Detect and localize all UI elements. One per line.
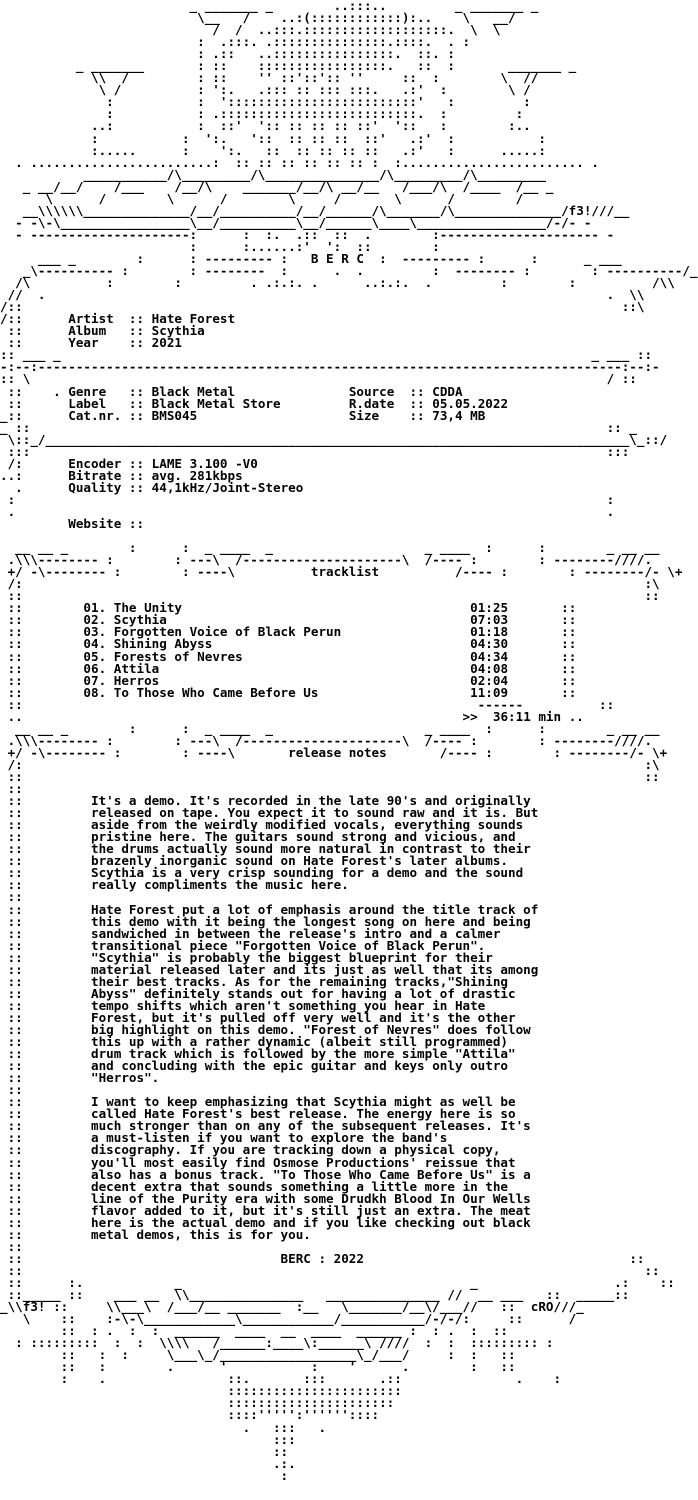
ascii-art-text: : :......:' ': :: : [0, 238, 440, 254]
release-notes-text: transitional piece "Forgotten Voice of Black Perun". [91, 937, 486, 953]
year-label: Year :: [68, 335, 145, 351]
release-notes-text: released on tape. You expect it to sound raw and it is. But [91, 805, 539, 821]
size-value: 73,4 MB [432, 407, 486, 423]
track-number: 07. [83, 672, 107, 688]
frame-glyphs: :: [0, 1166, 91, 1182]
track-title: Scythia [113, 612, 471, 628]
release-notes-text: also has a bonus track. "To Those Who Came Before Us" is a [91, 1166, 531, 1182]
track-number: 02. [83, 612, 107, 628]
release-notes-text: brazenly inorganic sound on Hate Forest's later albums. [91, 853, 509, 869]
frame-glyphs: :: [0, 696, 478, 712]
release-notes-text: really compliments the music here. [91, 877, 349, 893]
encoder-label: Encoder :: [68, 455, 145, 471]
track-number: 03. [83, 624, 107, 640]
ascii-art-text: -:--:-----------------------------------------------------------------------------:--:- [0, 359, 660, 375]
frame-glyphs [0, 516, 68, 531]
frame-glyphs: :: [0, 937, 91, 953]
release-notes-line [0, 1072, 640, 1084]
ascii-art-text: :..... : ':. :: :: :: :: :: .:' : .....: [0, 142, 546, 158]
frame-glyphs: :: [0, 600, 84, 616]
release-notes-text: Forest, but it's pulled off very well and it's the other [91, 1009, 516, 1025]
release-notes-text: you'll most easily find Osmose Productions' reissue that [91, 1154, 516, 1170]
frame-glyphs: :: [508, 672, 577, 688]
ascii-art-text: // . . \\ [0, 287, 645, 303]
ascii-art-text: :: : . : : ______ ____ __ ____ ______ : : . : :: [0, 1323, 508, 1339]
bitrate-value: avg. 281kbps [151, 467, 243, 483]
frame-glyphs: :: [0, 1202, 91, 1218]
frame-glyphs: .. [0, 708, 463, 724]
frame-glyphs: :: [0, 853, 91, 869]
ascii-art-text: . ::: . [0, 1419, 327, 1435]
ascii-art-text: : .:: ..::::::::::::::::. ::. : [0, 46, 455, 62]
ascii-art-text: \ / \ / \ / \ / / [0, 190, 524, 206]
frame-glyphs: :: [0, 672, 84, 688]
ascii-art-text: : : .::::::::::::::::::::::::::. : : [0, 106, 524, 122]
track-length: 11:09 [470, 684, 509, 700]
frame-glyphs: :: [0, 973, 91, 989]
release-notes-text: sandwiched in between the release's intro and a calmer [91, 925, 501, 941]
release-notes-text: line of the Purity era with some Drudkh Blood In Our Wells [91, 1190, 531, 1206]
label-value: Black Metal Store [151, 395, 349, 411]
frame-glyphs: :: [0, 913, 91, 929]
quality-value: 44,1kHz/Joint-Stereo [151, 479, 304, 495]
frame-glyphs: +/ -\-------- : : ----\ [0, 564, 311, 580]
release-notes-text: this demo with it being the longest song on here and being [91, 913, 531, 929]
track-title: Forests of Nevres [113, 648, 471, 664]
release-notes-text: called Hate Forest's best release. The energy here is so [91, 1106, 516, 1122]
frame-glyphs: :: [0, 961, 91, 977]
ascii-art-text: / / ..:::.:::::::::::::::::::. \ \ [0, 22, 501, 38]
release-notes-text: pristine here. The guitars sound strong and vicious, and [91, 829, 516, 845]
frame-glyphs: :: [0, 1070, 91, 1086]
frame-glyphs: :: . [0, 383, 69, 399]
catnr-value: BMS045 [151, 407, 349, 423]
source-label: Source :: [348, 383, 425, 399]
frame-glyphs: :: [0, 1178, 91, 1194]
ascii-art-text: _ __/__/ /___ /__/\ _______/__/\ __/__ /___/\ /____ /__ _ [0, 178, 554, 194]
ascii-art-text: ::: [0, 1431, 296, 1447]
ascii-art-text: ::_____ :: ___ __ \\_______________ _______________ // __ ___ :: _____:: [0, 1287, 630, 1303]
frame-glyphs: :: [0, 877, 91, 893]
ascii-art-text: :: : . ' : ' . : :: [0, 1359, 516, 1375]
ascii-art-text: . ........................: :: :: :: :: :: :: : :........................ . [0, 154, 599, 170]
frame-glyphs: :: [0, 1009, 91, 1025]
ascii-art-text: \::_/_____________________________________________________________________________\_::/ [0, 431, 668, 447]
total-rule-text: ------ [477, 696, 524, 712]
frame-glyphs: :: [0, 1154, 91, 1170]
ascii-art-text: ___ _ : : --------- : B E R C : --------- : : _ ___ [0, 250, 622, 266]
frame-glyphs: :: [523, 696, 615, 712]
release-notes-line [0, 1226, 640, 1242]
website-label: Website :: [68, 516, 145, 532]
size-label: Size :: [348, 407, 425, 423]
release-notes-text: Abyss" definitely stands out for having a lot of drastic [91, 985, 516, 1001]
release-notes-title: release notes [288, 744, 387, 760]
release-notes-text: flavor added to it, but it's still just an extra. The meat [91, 1202, 531, 1218]
track-length: 04:08 [470, 660, 509, 676]
frame-glyphs: :: [0, 925, 91, 941]
track-length: 02:04 [470, 672, 509, 688]
frame-glyphs: /---- : : --------/- \+ [386, 744, 668, 760]
frame-glyphs: :: [508, 612, 577, 628]
release-notes-text: their best tracks. As for the remaining tracks,"Shining [91, 973, 509, 989]
ascii-art-text: ..: : ::' ':: :: :: :: ::' ':: : :.. [0, 118, 531, 134]
frame-glyphs: :: [0, 624, 84, 640]
track-title: Forgotten Voice of Black Perun [113, 624, 471, 640]
release-notes-text: Scythia is a very crisp sounding for a demo and the sound [91, 865, 524, 881]
track-number: 05. [83, 648, 107, 664]
frame-glyphs: :: [0, 1190, 91, 1206]
ascii-art-text: \ / : ':. .::: :: ::: :::. .:' : \ / [0, 82, 531, 98]
release-notes-text: material released later and its just as well that its among [91, 961, 539, 977]
ascii-art-text: \\ / : :: '' ::'::':: '' :: : \ // [0, 70, 539, 86]
notes-frame-line [0, 769, 660, 784]
release-notes-text: decent extra that sounds something a little more in the [91, 1178, 509, 1194]
frame-glyphs: :: [363, 1250, 645, 1266]
track-title: Herros [113, 672, 471, 688]
ascii-art-text: :: [0, 1443, 289, 1459]
ascii-art-text: : : [0, 491, 615, 507]
track-title: To Those Who Came Before Us [113, 684, 471, 700]
release-notes-text: the drums actually sound more natural in contrast to their [91, 841, 531, 857]
track-title: Shining Abyss [113, 636, 471, 652]
ascii-art-text: /:: ::\ [0, 299, 645, 315]
ascii-art-text: :: ___ _ _ ___ :: [0, 347, 653, 363]
ascii-art-text: : : ':::::::::::::::::::::::::' : : [0, 94, 531, 110]
release-notes-line [0, 879, 640, 891]
release-notes-text: tempo shifts which aren't something you hear in Hate [91, 997, 486, 1013]
encoder-value: LAME 3.100 -V0 [151, 455, 258, 471]
frame-glyphs: /---- : : --------/- \+ [379, 564, 683, 580]
frame-glyphs: :: [508, 684, 577, 700]
track-length: 01:18 [470, 624, 509, 640]
frame-glyphs: :: [0, 985, 91, 1001]
frame-glyphs: :: [0, 841, 91, 857]
track-title: Attila [113, 660, 471, 676]
ascii-art-text: :: : : \___\_/__________________\_/___/ : : :: [0, 1347, 516, 1363]
frame-glyphs: :: [0, 781, 23, 797]
info-website [0, 518, 640, 530]
frame-glyphs: :: [0, 1094, 91, 1110]
frame-glyphs: .. [561, 708, 584, 724]
year-value: 2021 [151, 335, 183, 351]
album-label: Album :: [68, 323, 145, 339]
ascii-art-text: /: :\ [0, 756, 660, 772]
track-number: 01. [83, 600, 107, 616]
frame-glyphs: :: [0, 323, 69, 339]
frame-glyphs: :: [0, 1130, 91, 1146]
frame-glyphs: :: [0, 612, 84, 628]
frame-glyphs: :: [0, 1250, 281, 1266]
release-notes-text: a must-listen if you want to explore the band's [91, 1130, 448, 1146]
frame-glyphs: :: [0, 395, 69, 411]
ascii-art-text: : . ::. ::: .:: . : [0, 1371, 562, 1387]
track-number: 04. [83, 636, 107, 652]
track-length: 04:30 [470, 636, 509, 652]
release-notes-text: "Herros". [91, 1070, 160, 1086]
frame-glyphs: :: [508, 624, 577, 640]
ascii-art-text: . . [0, 503, 615, 519]
ascii-art-text: - ---------------------: : :. .:: :: . :--------------------- - [0, 226, 615, 242]
artist-value: Hate Forest [151, 311, 236, 327]
track-number: 06. [83, 660, 107, 676]
total-length: 36:11 min [492, 708, 562, 724]
frame-glyphs: _:: [0, 407, 69, 423]
quality-label: Quality :: [68, 479, 145, 495]
ascii-art-text: __ __ _ : : _ ____ _ _ ____ : : _ __ __ [0, 540, 660, 556]
frame-glyphs: :: [0, 1106, 91, 1122]
ascii-art-text: \__ / ..:(::::::::::::):.. \ __/ [0, 10, 516, 26]
frame-glyphs: /:: [0, 311, 69, 327]
ascii-art-text: :: \ / :: [0, 371, 637, 387]
ascii-art-text: ::: ::: [0, 443, 630, 459]
release-notes-text: aside from the weirdly modified vocals, everything sounds [91, 817, 524, 833]
release-notes-text: here is the actual demo and if you like checking out black [91, 1214, 531, 1230]
ascii-art-text: :: :. _ _ .: :: [0, 1274, 675, 1290]
ascii-art-text: _ :: :: _ [0, 419, 637, 435]
ascii-art-text: : : ':. ':: :: :: :: ::' .:' : : [0, 130, 546, 146]
total-prefix: >> [462, 708, 478, 724]
frame-glyphs: :: [0, 1021, 91, 1037]
ascii-art-text: :: :: [0, 1262, 660, 1278]
track-length: 07:03 [470, 612, 509, 628]
track-length: 04:34 [470, 648, 509, 664]
frame-glyphs: :: [0, 1238, 23, 1254]
frame-glyphs: :: [0, 335, 69, 351]
frame-glyphs: :: [0, 1034, 91, 1050]
ascii-art-text: _ _______ : :: :::::::::::::::::. :: : _______ _ [0, 58, 577, 74]
bottom-art-line [0, 1467, 640, 1483]
release-notes-text: It's a demo. It's recorded in the late 90's and originally [91, 793, 531, 809]
frame-glyphs: :: [0, 949, 91, 965]
frame-glyphs: :: [0, 889, 23, 905]
release-notes-text: metal demos, this is for you. [91, 1226, 311, 1242]
source-value: CDDA [432, 383, 463, 399]
frame-glyphs: :: [0, 997, 91, 1013]
ascii-art-text: : [0, 1467, 289, 1483]
ascii-art-text: .\\\-------- : : ---\ /---------------------\ /---- : : --------////. [0, 552, 653, 568]
frame-glyphs [144, 516, 152, 531]
release-notes-text: I want to keep emphasizing that Scythia might as well be [91, 1094, 516, 1110]
frame-glyphs: :: [0, 1058, 91, 1074]
frame-glyphs: :: [0, 805, 91, 821]
artist-label: Artist :: [68, 311, 145, 327]
ascii-art-text: :: :: [0, 588, 660, 604]
genre-label: Genre :: [68, 383, 145, 399]
footer-credit-text: BERC : 2022 [280, 1250, 364, 1266]
frame-glyphs: :: [508, 600, 577, 616]
frame-glyphs: :: [0, 684, 84, 700]
ascii-art-text: - -\-\_________________\__/__________\__/______\____\_________________/-/- - [0, 214, 592, 230]
ascii-art-text: __\\\\\\______________/__/__________/__/______/\_______/\______________/f3!///__ [0, 202, 630, 218]
frame-glyphs: /: [0, 455, 69, 471]
ascii-art-text: \ :: :-\-\____________\____________/___________/-/-/: :: / [0, 1311, 577, 1327]
ascii-art-text: _\---------- : : -------- : . . : -------- : : ----------/_ [0, 263, 698, 279]
ascii-art-text: ___________/\_________/\_______________/\_________/\_________ [0, 166, 546, 182]
release-notes-text: drum track which is followed by the more simple "Attila" [91, 1046, 516, 1062]
frame-glyphs: :: [0, 1118, 91, 1134]
frame-glyphs: :: [0, 1082, 23, 1098]
frame-glyphs: :: [0, 1226, 91, 1242]
track-number: 08. [83, 684, 107, 700]
release-notes-text: big highlight on this demo. "Forest of Nevres" does follow [91, 1021, 531, 1037]
album-value: Scythia [151, 323, 205, 339]
rdate-value: 05.05.2022 [432, 395, 509, 411]
track-length: 01:25 [470, 600, 509, 616]
bitrate-label: Bitrate :: [68, 467, 145, 483]
genre-value: Black Metal [151, 383, 349, 399]
release-notes-text: and concluding with the epic guitar and keys only outro [91, 1058, 509, 1074]
release-notes-text: this up with a rather dynamic (albeit still programmed) [91, 1034, 509, 1050]
ascii-art-text: .:. [0, 1455, 296, 1471]
release-notes-text: Hate Forest put a lot of emphasis around the title track of [91, 901, 539, 917]
ascii-art-text: ::::''''':'''''':::: [0, 1407, 380, 1423]
frame-glyphs: :: [0, 648, 84, 664]
ascii-art-text: .\\\-------- : : ---\ /---------------------\ /---- : : --------////. [0, 732, 653, 748]
frame-glyphs: :: [0, 829, 91, 845]
frame-glyphs: :: [508, 660, 577, 676]
ascii-art-text: /\ : : . .:.:. . ..:.:. . : : /\\ [0, 275, 675, 291]
ascii-art-text: __ __ _ : : _ ____ _ _ ____ : : _ __ __ [0, 720, 660, 736]
frame-glyphs: :: [0, 901, 91, 917]
ascii-art-text: _ _______ _ ..:::.. _ _______ _ [0, 0, 539, 13]
ascii-art-text: :: :: [0, 769, 660, 784]
frame-glyphs: :: [0, 1046, 91, 1062]
release-notes-text: "Scythia" is probably the biggest blueprint for their [91, 949, 493, 965]
release-notes-text: discography. If you are tracking down a physical copy, [91, 1142, 501, 1158]
track-title: The Unity [113, 600, 471, 616]
frame-glyphs: :: [0, 865, 91, 881]
frame-glyphs: ..: [0, 467, 69, 483]
frame-glyphs: . [0, 479, 69, 495]
catnr-label: Cat.nr. :: [68, 407, 145, 423]
ascii-art-text: ::::::::::::::::::::::: [0, 1383, 402, 1399]
frame-glyphs: +/ -\-------- : : ----\ [0, 744, 289, 760]
ascii-art-text: /: :\ [0, 576, 660, 592]
frame-glyphs: :: [508, 648, 577, 664]
frame-glyphs: :: [0, 1142, 91, 1158]
release-notes-text: much stronger than on any of the subsequent releases. It's [91, 1118, 531, 1134]
frame-glyphs: :: [0, 660, 84, 676]
label-label: Label :: [68, 395, 145, 411]
ascii-art-text: _\\f3! :: \\___\ /___/__ _______ :__ \_______/__\/___// :: cRO///_ [0, 1299, 584, 1315]
ascii-art-text: : ::::::::: : : \\\\ /______:____\:______\ //// : : ::::::::: : [0, 1335, 554, 1351]
tracklist-title: tracklist [310, 564, 380, 580]
rdate-label: R.date :: [348, 395, 425, 411]
frame-glyphs: :: [0, 636, 84, 652]
frame-glyphs: :: [508, 636, 577, 652]
frame-glyphs: :: [0, 817, 91, 833]
frame-glyphs: :: [0, 1214, 91, 1230]
ascii-art-text: : .:::. .:::::::::::::::.::::. . : [0, 34, 471, 50]
frame-glyphs: :: [0, 793, 91, 809]
ascii-art-text: :::::::::::::::::::::: [0, 1395, 395, 1411]
